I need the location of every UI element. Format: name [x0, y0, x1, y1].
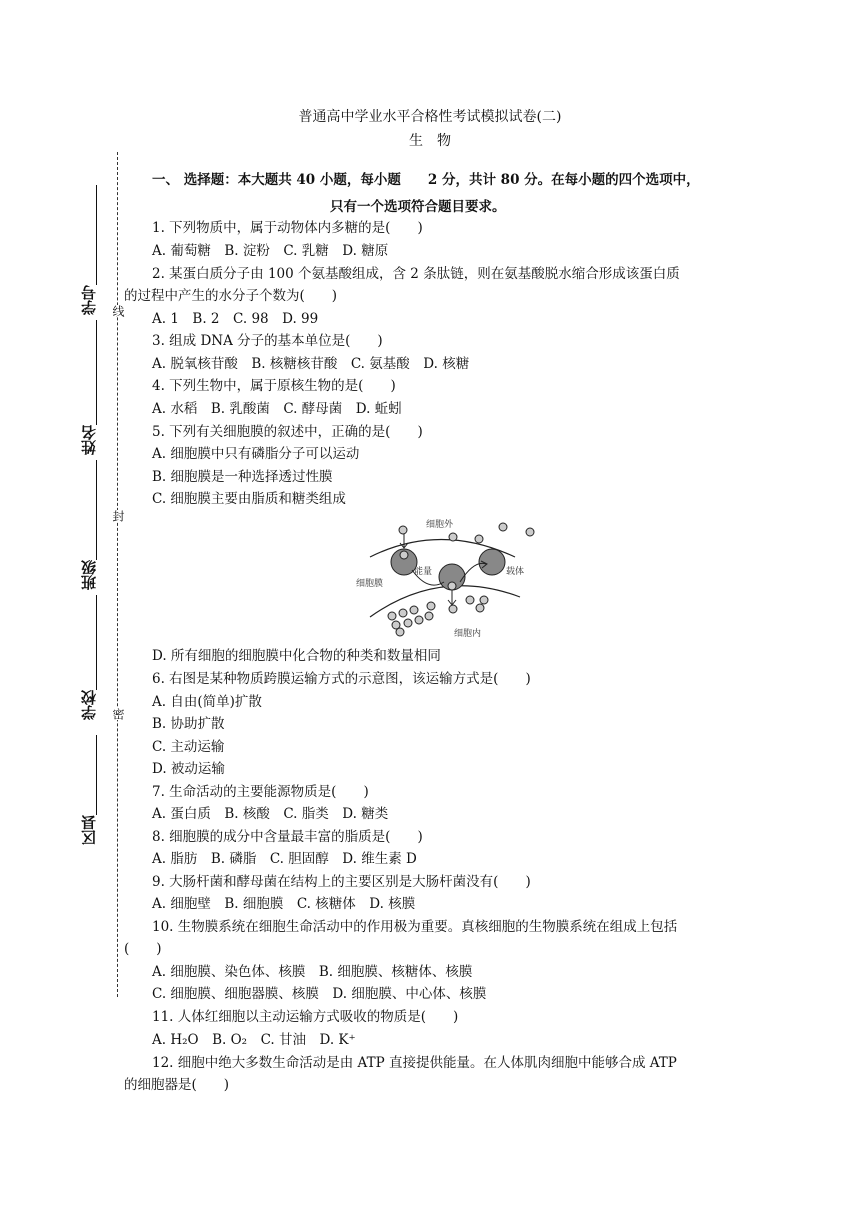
membrane-transport-diagram	[340, 512, 550, 642]
q4-options: A. 水稻 B. 乳酸菌 C. 酵母菌 D. 蚯蚓	[152, 401, 402, 417]
q10-options-ab: A. 细胞膜、染色体、核膜 B. 细胞膜、核糖体、核膜	[152, 964, 473, 980]
label-inside: 细胞内	[454, 629, 482, 639]
q6-stem: 6. 右图是某种物质跨膜运输方式的示意图，该运输方式是( )	[152, 671, 531, 687]
district-label: 区县	[80, 815, 98, 845]
molecule	[415, 616, 423, 624]
q10-stem-cont: ( )	[124, 941, 162, 957]
molecule	[466, 596, 474, 604]
q4-stem: 4. 下列生物中，属于原核生物的是( )	[152, 378, 396, 394]
molecule	[396, 628, 404, 636]
q6-option-b: B. 协助扩散	[152, 716, 225, 732]
q11-stem: 11. 人体红细胞以主动运输方式吸收的物质是( )	[152, 1009, 459, 1025]
molecule	[427, 602, 435, 610]
q2-options: A. 1 B. 2 C. 98 D. 99	[152, 311, 319, 327]
molecule	[388, 612, 396, 620]
q12-stem-cont: 的细胞器是( )	[124, 1077, 230, 1093]
q6-option-a: A. 自由(简单)扩散	[152, 694, 262, 710]
school-label: 学校	[80, 690, 98, 720]
molecule	[526, 528, 534, 536]
district-line[interactable]	[96, 735, 97, 815]
q9-options: A. 细胞壁 B. 细胞膜 C. 核糖体 D. 核膜	[152, 896, 416, 912]
label-outside: 细胞外	[426, 520, 454, 530]
q2-stem: 2. 某蛋白质分子由 100 个氨基酸组成，含 2 条肽链，则在氨基酸脱水缩合形成该蛋白质	[152, 266, 680, 282]
q7-stem: 7. 生命活动的主要能源物质是( )	[152, 784, 369, 800]
molecule	[404, 619, 412, 627]
molecule	[475, 535, 483, 543]
q1-stem: 1. 下列物质中，属于动物体内多糖的是( )	[152, 220, 423, 236]
q5-option-c: C. 细胞膜主要由脂质和糖类组成	[152, 491, 346, 507]
q3-options: A. 脱氧核苷酸 B. 核糖核苷酸 C. 氨基酸 D. 核糖	[152, 356, 470, 372]
label-energy: 能量	[414, 567, 433, 577]
name-label: 姓名	[80, 425, 98, 455]
molecule	[410, 606, 418, 614]
q10-options-cd: C. 细胞膜、细胞器膜、核膜 D. 细胞膜、中心体、核膜	[152, 986, 487, 1002]
q3-stem: 3. 组成 DNA 分子的基本单位是( )	[152, 333, 383, 349]
molecule	[480, 596, 488, 604]
class-label: 班级	[80, 560, 98, 590]
molecule	[449, 605, 457, 613]
binding-mark-mi: 密	[111, 708, 125, 720]
q11-options: A. H₂O B. O₂ C. 甘油 D. K⁺	[152, 1032, 356, 1048]
q8-options: A. 脂肪 B. 磷脂 C. 胆固醇 D. 维生素 D	[152, 851, 417, 867]
molecule	[476, 604, 484, 612]
label-membrane: 细胞膜	[356, 579, 384, 589]
section-heading-cont: 只有一个选项符合题目要求。	[330, 199, 506, 215]
class-line[interactable]	[96, 460, 97, 560]
q9-stem: 9. 大肠杆菌和酵母菌在结构上的主要区别是大肠杆菌没有( )	[152, 874, 531, 890]
page-title: 普通高中学业水平合格性考试模拟试卷(二)	[298, 109, 562, 125]
molecule	[400, 551, 408, 559]
molecule	[399, 609, 407, 617]
q5-option-b: B. 细胞膜是一种选择透过性膜	[152, 469, 333, 485]
student-id-label: 学号	[80, 285, 98, 315]
binding-mark-xian: 线	[111, 305, 125, 317]
q1-options: A. 葡萄糖 B. 淀粉 C. 乳糖 D. 糖原	[152, 243, 389, 259]
molecule	[448, 582, 456, 590]
q7-options: A. 蛋白质 B. 核酸 C. 脂类 D. 糖类	[152, 806, 389, 822]
q5-option-d: D. 所有细胞的细胞膜中化合物的种类和数量相同	[152, 648, 441, 664]
q8-stem: 8. 细胞膜的成分中含量最丰富的脂质是( )	[152, 829, 423, 845]
molecule	[399, 526, 407, 534]
q6-option-c: C. 主动运输	[152, 739, 225, 755]
name-line[interactable]	[96, 320, 97, 425]
q10-stem: 10. 生物膜系统在细胞生命活动中的作用极为重要。真核细胞的生物膜系统在组成上包括	[152, 919, 678, 935]
q6-option-d: D. 被动运输	[152, 761, 225, 777]
q2-stem-cont: 的过程中产生的水分子个数为( )	[124, 288, 338, 304]
molecule	[425, 612, 433, 620]
student-id-line[interactable]	[96, 185, 97, 285]
molecule	[499, 523, 507, 531]
label-carrier: 载体	[506, 567, 525, 577]
q5-stem: 5. 下列有关细胞膜的叙述中，正确的是( )	[152, 424, 423, 440]
molecule	[449, 533, 457, 541]
school-line[interactable]	[96, 595, 97, 690]
q12-stem: 12. 细胞中绝大多数生命活动是由 ATP 直接提供能量。在人体肌肉细胞中能够合成 ATP	[152, 1055, 677, 1071]
subject-title: 生 物	[409, 133, 451, 149]
binding-dashed-line	[117, 152, 118, 997]
q5-option-a: A. 细胞膜中只有磷脂分子可以运动	[152, 446, 360, 462]
binding-mark-feng: 封	[111, 510, 125, 522]
section-heading: 一、 选择题：本大题共 40 小题，每小题 2 分，共计 80 分。在每小题的四个选项中，	[152, 172, 700, 188]
